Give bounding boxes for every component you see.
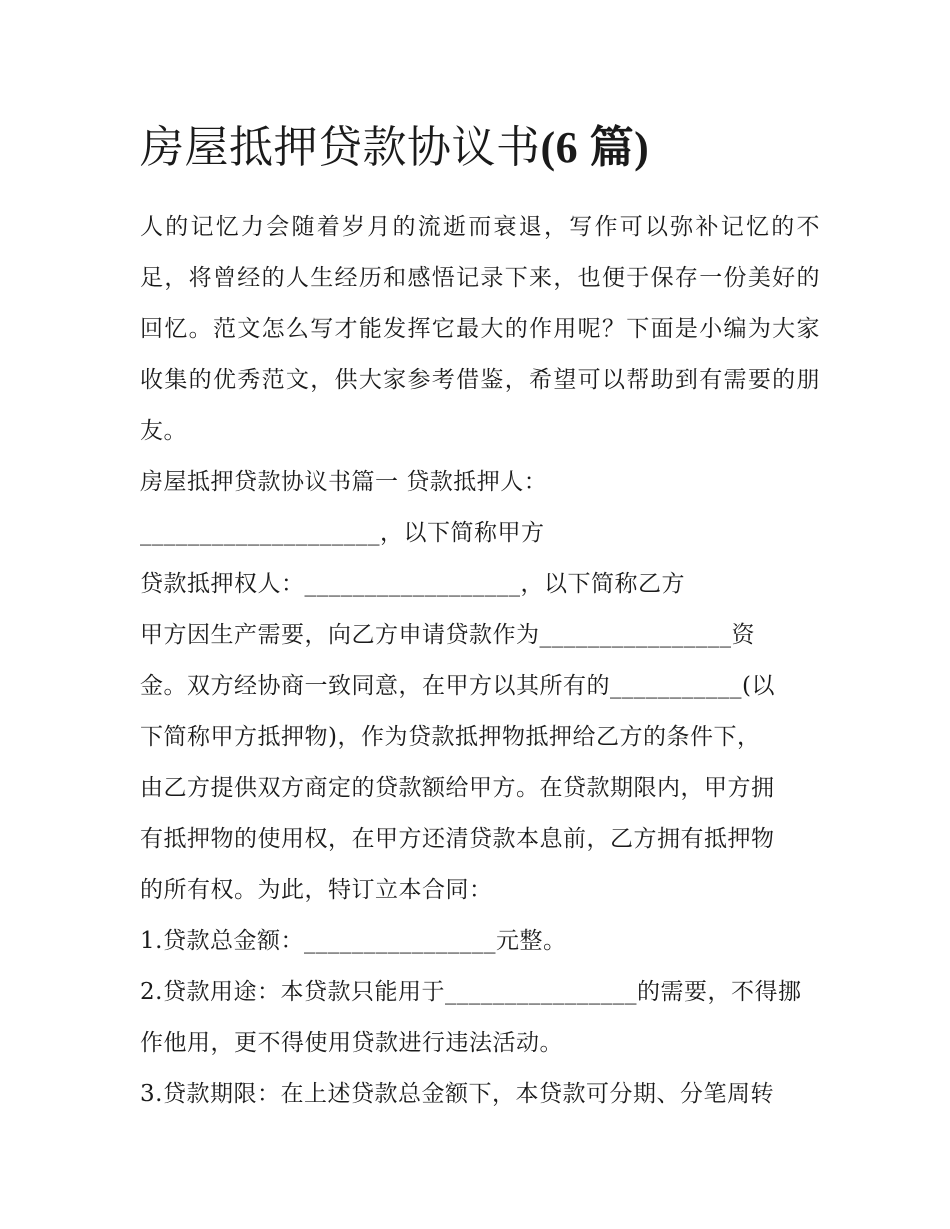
- title-main: 房屋抵押贷款协议书: [140, 122, 541, 173]
- document-title: [140, 112, 820, 184]
- title-suffix: (6 篇): [540, 123, 650, 172]
- intro-paragraph: 人的记忆力会随着岁月的流逝而衰退，写作可以弥补记忆的不足，将曾经的人生经历和感悟记录下来，也便于保存一份美好的回忆。范文怎么写才能发挥它最大的作用呢？下面是小编为大家收集的优秀范文，供大家参考借鉴，希望可以帮助到有需要的朋友。: [140, 214, 820, 444]
- text-line: 下简称甲方抵押物)，作为贷款抵押物抵押给乙方的条件下，: [140, 724, 761, 750]
- text-line: 3.贷款期限：在上述贷款总金额下，本贷款可分期、分笔周转: [140, 1081, 774, 1107]
- text-line: 1.贷款总金额：________________元整。: [140, 928, 567, 954]
- text-line: 作他用，更不得使用贷款进行违法活动。: [140, 1030, 563, 1056]
- text-line: 有抵押物的使用权，在甲方还清贷款本息前，乙方拥有抵押物: [140, 826, 775, 852]
- text-line: 贷款抵押权人：__________________，以下简称乙方: [140, 571, 685, 597]
- text-line: 2.贷款用途：本贷款只能用于________________的需要，不得挪: [140, 979, 802, 1005]
- document-body: [140, 112, 820, 1120]
- text-line: 房屋抵押贷款协议书篇一 贷款抵押人：: [140, 469, 548, 495]
- text-line: 甲方因生产需要，向乙方申请贷款作为________________资: [140, 622, 755, 648]
- text-line: ____________________，以下简称甲方: [140, 520, 545, 546]
- text-line: 的所有权。为此，特订立本合同：: [140, 877, 493, 903]
- text-line: 由乙方提供双方商定的贷款额给甲方。在贷款期限内，甲方拥: [140, 775, 775, 801]
- text-line: 金。双方经协商一致同意，在甲方以其所有的___________(以: [140, 673, 775, 699]
